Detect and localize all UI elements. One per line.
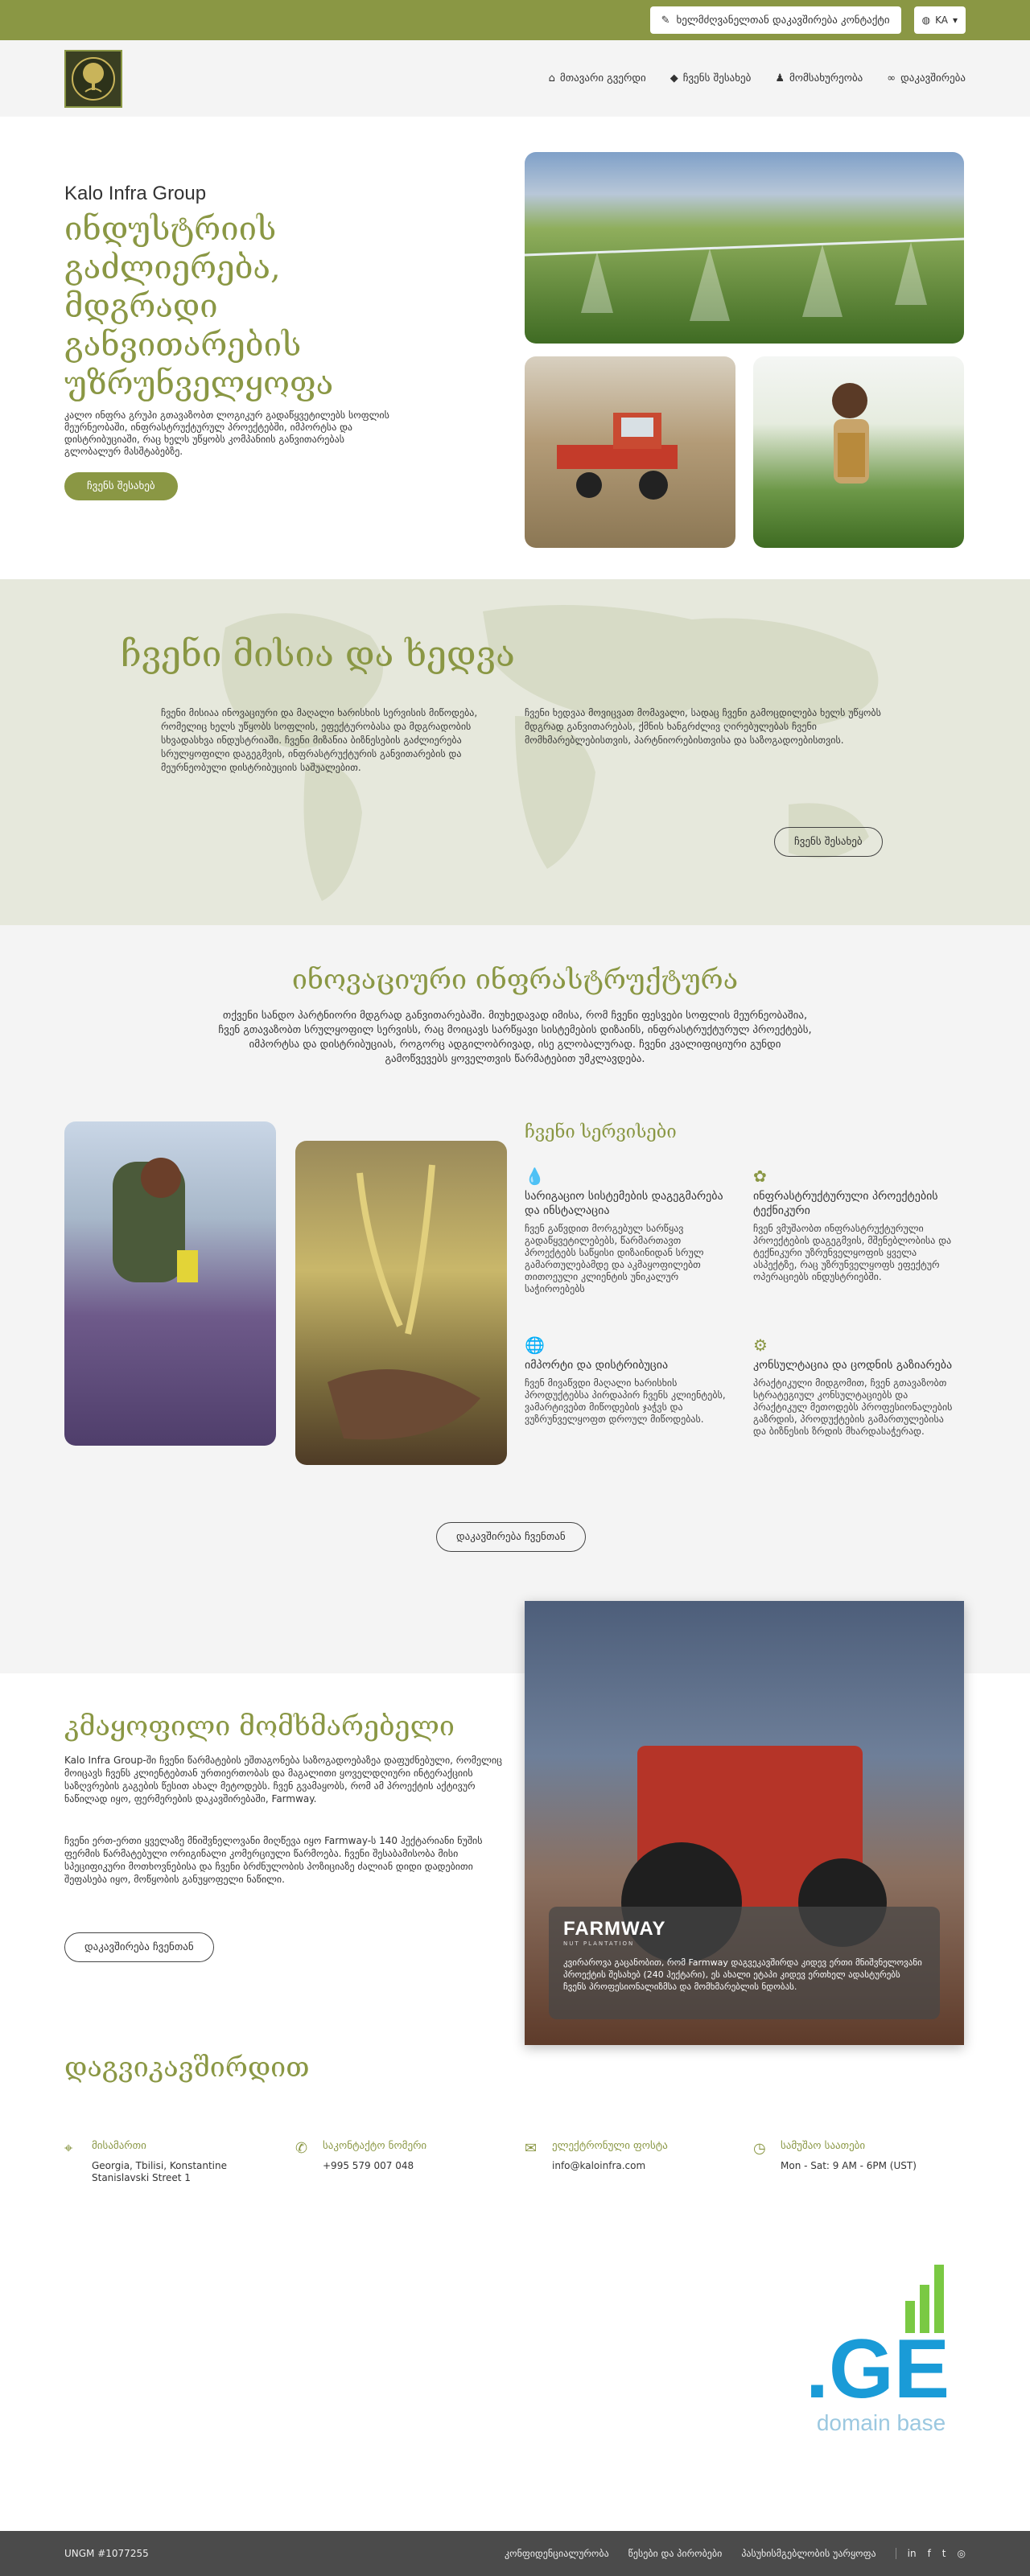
user-tie-icon: ♟ bbox=[775, 72, 785, 84]
irrigation-field-image bbox=[525, 152, 964, 344]
contact-email bbox=[525, 2140, 668, 2172]
harvester-illustration bbox=[525, 356, 735, 548]
irrigation-illustration bbox=[525, 152, 964, 344]
caret-down-icon: ▾ bbox=[952, 14, 958, 26]
contact-address bbox=[64, 2140, 245, 2184]
linkedin-icon[interactable]: in bbox=[907, 2548, 917, 2559]
world-map-illustration bbox=[0, 579, 1030, 925]
mission-text: ჩვენი მისიაა ინოვაციური და მაღალი ხარისხის სერვისის მიწოდება, რომელიც ხელს უწყობს სოფლის, ეფექტურობასა და მდგრადობის სხვადასხვა ინდუსტრიაში. ჩვენი მიზანია ბიზნესების გაძლიერება სრულყოფილი დაგეგმვის, ინფრასტრუქტურის განვითარების და მეურნეობული დისტრიბუციის საშუალებით. bbox=[161, 707, 478, 773]
services-title: ჩვენი სერვისები bbox=[525, 1122, 677, 1142]
hero-section bbox=[0, 117, 1030, 579]
about-us-button[interactable]: ჩვენს შესახებ bbox=[64, 472, 178, 500]
footer-link-disclaimer[interactable]: პასუხისმგებლობის უარყოფა bbox=[741, 2548, 876, 2559]
top-bar bbox=[0, 0, 1030, 40]
contact-label: საკონტაქტო ნომერი bbox=[323, 2140, 427, 2152]
service-description: პრაქტიკული მიდგომით, ჩვენ გთავაზობთ სტრატეგიულ კონსულტაციებს და პრაქტიკულ მეთოდებს პროფესიონალების გაზრდის, პროდუქტების გამართულებისა და ბიზნესის ზრდის მხარდასაჭერად. bbox=[753, 1377, 953, 1437]
domain-base-text: domain base bbox=[816, 2410, 946, 2435]
footer-link-privacy[interactable]: კონფიდენციალურობა bbox=[505, 2548, 609, 2559]
language-label: KA bbox=[935, 14, 948, 26]
ge-logo-text: .GE bbox=[805, 2323, 950, 2413]
farmer-illustration bbox=[753, 356, 964, 548]
innovation-title: ინოვაციური ინფრასტრუქტურა bbox=[291, 964, 739, 996]
main-nav bbox=[549, 72, 966, 84]
footer-link-terms[interactable]: წესები და პირობები bbox=[628, 2548, 723, 2559]
workflow-icon: ⚙ bbox=[753, 1335, 768, 1355]
twitter-icon[interactable]: t bbox=[941, 2548, 946, 2559]
gem-icon: ◆ bbox=[670, 72, 678, 84]
nav-item-label: დაკავშირება bbox=[900, 72, 966, 84]
mission-about-button[interactable]: ჩვენს შესახებ bbox=[774, 827, 883, 857]
nav-item-about[interactable] bbox=[670, 72, 752, 84]
service-infrastructure bbox=[753, 1167, 958, 1283]
service-title: სარიგაციო სისტემების დაგეგმარება და ინსტალაცია bbox=[525, 1190, 723, 1217]
farmway-card bbox=[549, 1907, 940, 2019]
customers-contact-button[interactable]: დაკავშირება ჩვენთან bbox=[64, 1932, 214, 1962]
service-title: იმპორტი და დისტრიბუცია bbox=[525, 1359, 669, 1372]
hands-plant-icon: ✿ bbox=[753, 1167, 767, 1186]
nav-item-label: ჩვენს შესახებ bbox=[682, 72, 752, 84]
farmway-subtitle: NUT PLANTATION bbox=[563, 1940, 635, 1947]
lavender-field-image bbox=[64, 1121, 276, 1446]
footer-links bbox=[505, 2548, 966, 2559]
customers-text-2: ჩვენი ერთ-ერთი ყველაზე მნიშვნელოვანი მიღწევა იყო Farmway-ს 140 ჰექტარიანი ნუშის ფერმის წარმატებული ორიგინალი კომერციული წარმოება. ჩვენი შესაბამისობა მისი სპეციფიკური მოთხოვნებისა და ჩვენი ბრძნულობის პოზიციაზე ძალიან დიდი დადებითი შეფასება იყო, მოწყობის განუყოფელი ნაწილი. bbox=[64, 1835, 483, 1885]
pencil-icon: ✎ bbox=[661, 14, 670, 27]
wheat-hands-image bbox=[295, 1141, 507, 1465]
envelope-icon: ✉ bbox=[525, 2140, 538, 2157]
clock-icon: ◷ bbox=[753, 2140, 766, 2157]
site-header bbox=[0, 40, 1030, 117]
hero-title: ინდუსტრიის გაძლიერება, მდგრადი განვითარების უზრუნველყოფა bbox=[64, 211, 334, 402]
service-consulting bbox=[753, 1335, 958, 1438]
site-logo[interactable] bbox=[64, 50, 122, 108]
nav-item-home[interactable] bbox=[549, 72, 646, 84]
contact-value[interactable]: info@kaloinfra.com bbox=[552, 2160, 646, 2171]
ge-domain-logo[interactable] bbox=[801, 2253, 962, 2413]
contact-value[interactable]: +995 579 007 048 bbox=[323, 2160, 414, 2171]
tree-logo-icon bbox=[71, 56, 116, 101]
mission-title: ჩვენი მისია და ხედვა bbox=[121, 634, 515, 675]
hero-description: კალო ინფრა გრუპი გთავაზობთ ლოგიკურ გადაწყვეტილებს სოფლის მეურნეობაში, ინფრასტრუქტურულ პროექტებში, იმპორტსა და დისტრიბუციაში, რაც ხელს უწყობს კომპანიის განვითარებას გლობალურ მასშტაბებზე. bbox=[64, 409, 389, 457]
lavender-illustration bbox=[64, 1121, 276, 1446]
contact-title: დაგვიკავშირდით bbox=[64, 2051, 310, 2084]
customers-section bbox=[0, 1673, 1030, 2043]
map-pin-icon: ⌖ bbox=[64, 2140, 73, 2157]
farmer-image bbox=[753, 356, 964, 548]
contact-hours bbox=[753, 2140, 917, 2172]
domain-base-section bbox=[0, 2253, 1030, 2531]
harvester-image bbox=[525, 356, 735, 548]
service-irrigation bbox=[525, 1167, 730, 1295]
tractor-image bbox=[525, 1601, 964, 2045]
contact-section bbox=[0, 2043, 1030, 2253]
brand-name: Kalo Infra Group bbox=[64, 183, 207, 204]
globe-icon: 🌐 bbox=[525, 1335, 545, 1355]
service-title: კონსულტაცია და ცოდნის გაზიარება bbox=[753, 1359, 953, 1372]
service-title: ინფრასტრუქტურული პროექტების ტექნიკური bbox=[753, 1190, 938, 1217]
water-drops-icon: 💧 bbox=[525, 1167, 545, 1186]
service-description: ჩვენ გაწვდით მორგებულ სარწყავ გადაწყვეტილებებს, წარმართავთ პროექტებს საწყისი დიზაინიდან სრულ გამართულებამდე და აკმაყოფილებთ თითოეული კლიენტის უნიკალურ საჭიროებებს bbox=[525, 1223, 704, 1294]
instagram-icon[interactable]: ◎ bbox=[957, 2548, 966, 2559]
link-icon: ∞ bbox=[887, 72, 896, 84]
innovation-lead: თქვენი სანდო პარტნიორი მდგრად განვითარებაში. მიუხედავად იმისა, რომ ჩვენი ფესვები სოფლის მეურნეობაშია, ჩვენ გთავაზობთ სრულყოფილ სერვისს, რაც მოიცავს სარწყავი სისტემების დიზაინს, ინფრასტრუქტურულ პროექტებს, იმპორტსა და დისტრიბუციას, როგორც ადგილობრივად, ისე გლობალურად. ჩვენი კვალიფიციური გუნდი გამოწვევებს ყოველთვის წარმატებით უმკლავდება. bbox=[218, 1010, 812, 1065]
hero-content bbox=[64, 183, 418, 500]
customers-title: კმაყოფილი მომხმარებელი bbox=[64, 1710, 455, 1743]
service-import bbox=[525, 1335, 730, 1426]
globe-icon: ◍ bbox=[921, 14, 931, 26]
phone-icon: ✆ bbox=[295, 2140, 308, 2157]
service-description: ჩვენ ვმუშაობთ ინფრასტრუქტურული პროექტების დაგეგმვის, მშენებლობისა და ტექნიკური უზრუნველყოფის ყველა ასპექტზე, რაც უზრუნველყოფს ეფექტურ ოპერაციებს ინდუსტრიებში. bbox=[753, 1223, 952, 1282]
language-selector[interactable] bbox=[914, 6, 966, 34]
nav-item-services[interactable] bbox=[775, 72, 863, 84]
contact-label: ელექტრონული ფოსტა bbox=[552, 2140, 668, 2152]
farmway-text: კვირაროვა გაცანობით, რომ Farmway დაგვეკავშირდა კიდევ ერთი მნიშვნელოვანი პროექტის შესახებ (240 ჰექტარი), ეს ახალი ეტაპი კიდევ ერთხელ ადასტურებს ჩვენს პროფესიონალიზმსა და მომხმარებლის ნდობას. bbox=[563, 1957, 922, 1992]
contact-label: სამუშაო საათები bbox=[781, 2140, 866, 2152]
footer-code: UNGM #1077255 bbox=[64, 2548, 149, 2559]
innovation-section bbox=[0, 925, 1030, 1673]
contact-phone bbox=[295, 2140, 426, 2172]
mission-section bbox=[0, 579, 1030, 925]
facebook-icon[interactable]: f bbox=[927, 2548, 931, 2559]
contact-us-button[interactable]: დაკავშირება ჩვენთან bbox=[436, 1522, 586, 1552]
site-footer bbox=[0, 2531, 1030, 2576]
wheat-illustration bbox=[295, 1141, 507, 1465]
footer-social bbox=[896, 2548, 966, 2559]
nav-item-label: მომსახურეობა bbox=[789, 72, 863, 84]
nav-item-label: მთავარი გვერდი bbox=[559, 72, 646, 84]
contact-manager-label: ხელმძღვანელთან დაკავშირება კონტაქტი bbox=[676, 14, 890, 27]
contact-manager-button[interactable] bbox=[650, 6, 901, 34]
vision-text: ჩვენი ხედვაა მოვიცვათ მომავალი, სადაც ჩვენი გამოცდილება ხელს უწყობს მდგრად განვითარებას, ქმნის ხანგრძლივ ღირებულებას ჩვენი მომხმარებლებისთვის, პარტნიორებისთვისა და საზოგადოებისთვის. bbox=[525, 707, 881, 746]
farmway-logo: FARMWAY bbox=[563, 1918, 666, 1940]
contact-value: Georgia, Tbilisi, Konstantine Stanislavski Street 1 bbox=[92, 2160, 228, 2183]
service-description: ჩვენ მივაწვდი მაღალი ხარისხის პროდუქტებსა პირდაპირ ჩვენს კლიენტებს, ვამარტივებთ მიწოდების ჯაჭვს და ვუზრუნველყოფთ დროულ მიწოდებას. bbox=[525, 1377, 726, 1425]
contact-label: მისამართი bbox=[92, 2140, 146, 2152]
nav-item-contact[interactable] bbox=[887, 72, 966, 84]
customers-text-1: Kalo Infra Group-ში ჩვენი წარმატების ეშთაგონება საზოგადოებაზეა დაფუძნებული, რომელიც მოიცავს ჩვენს კლიენტებთან ურთიერთობას და მაგალითი ყოველდღიური ინტერაქციის საზღვრების გაგების წესით ახალ მეტოდებს. ჩვენ გვამაყობს, რომ ამ პროექტის აქტივურ ნაწილად იყო, ფერმერების დაკავშირებაში, Farmway. bbox=[64, 1755, 502, 1804]
home-icon: ⌂ bbox=[548, 72, 555, 84]
contact-value: Mon - Sat: 9 AM - 6PM (UST) bbox=[781, 2160, 917, 2171]
